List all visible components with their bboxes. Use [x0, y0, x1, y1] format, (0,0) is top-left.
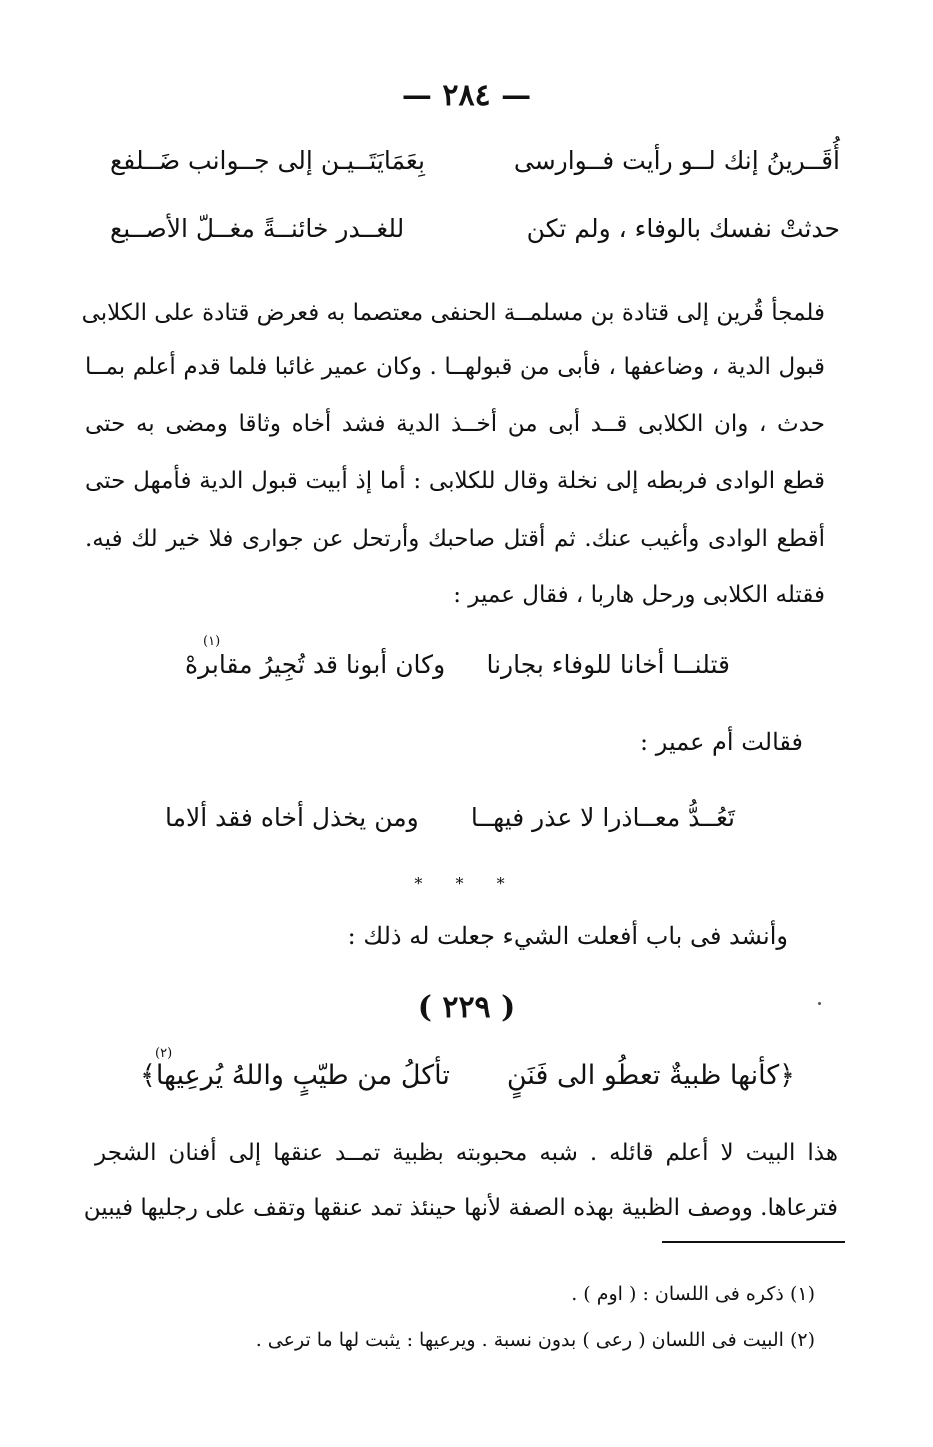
- verse-second-hemistich: تأكلُ من طيّبٍ واللهُ يُرعِيها﴾: [140, 1060, 450, 1091]
- verse-first-hemistich: أُقَــرينُ إنك لــو رأيت فــوارسى: [513, 146, 840, 175]
- verse-first-hemistich: حدثتْ نفسك بالوفاء ، ولم تكن: [526, 214, 840, 243]
- verse-first-hemistich: ﴿كأنها ظبيةٌ تعطُو الى فَنَنٍ: [506, 1060, 795, 1091]
- verse-second-hemistich: للغــدر خائنــةً مغــلّ الأصــبع: [110, 214, 405, 243]
- footnote-1: [571, 1283, 815, 1305]
- paragraph-line: فلمجأ قُرين إلى قتادة بن مسلمــة الحنفى معتصما به فعرض قتادة على الكلابى: [81, 300, 825, 326]
- footnote-2: [256, 1329, 815, 1351]
- footnote-marker: (٢): [155, 1046, 173, 1061]
- verse-line-2: [110, 214, 840, 254]
- paragraph-line: فقتله الكلابى ورحل هاربا ، فقال عمير :: [453, 582, 825, 608]
- verse-umm-umair: [165, 803, 735, 843]
- paragraph-line: حدث ، وان الكلابى قــد أبى من أخــذ الدية فشد أخاه وثاقا ومضى به حتى: [85, 411, 825, 437]
- verse-first-hemistich: تَعُــدُّ معــاذرا لا عذر فيهــا: [470, 803, 735, 832]
- footnote-number: (٢): [789, 1329, 815, 1351]
- page-number: — ٢٨٤ —: [401, 78, 532, 113]
- paragraph-line: قطع الوادى فربطه إلى نخلة وقال للكلابى : أما إذ أبيت قبول الدية فأمهل حتى: [85, 468, 825, 494]
- umm-umair-intro: فقالت أم عمير :: [640, 728, 803, 756]
- verse-second-hemistich: ومن يخذل أخاه فقد ألاما: [165, 803, 419, 832]
- verse-first-hemistich: قتلنــا أخانا للوفاء بجارنا: [486, 650, 730, 679]
- paragraph-line: قبول الدية ، وضاعفها ، فأبى من قبولهــا . وكان عمير غائبا فلما قدم أعلم بمــا: [85, 354, 825, 380]
- verse-line-1: [110, 146, 840, 186]
- footnote-marker: (١): [203, 634, 221, 649]
- speck: [818, 1002, 821, 1005]
- footnote-text: ذكره فى اللسان : ( اوم ) .: [571, 1283, 784, 1305]
- paragraph-line: أقطع الوادى وأغيب عنك. ثم أقتل صاحبك وأرتحل عن جوارى فلا خير لك فيه.: [85, 526, 825, 552]
- section-separator: * * *: [414, 874, 519, 893]
- verse-second-hemistich: وكان أبونا قد تُجِيرُ مقابرهْ: [185, 650, 446, 679]
- verse-second-hemistich: بِعَمَايَتَــيـن إلى جــوانب ضَــلفع: [110, 146, 425, 175]
- paragraph-line: هذا البيت لا أعلم قائله . شبه محبوبته بظبية تمــد عنقها إلى أفنان الشجر: [95, 1140, 838, 1166]
- verse-umair: [185, 634, 730, 690]
- footnote-rule: [662, 1241, 845, 1243]
- footnote-number: (١): [789, 1283, 815, 1305]
- footnote-text: البيت فى اللسان ( رعى ) بدون نسبة . ويرعيها : يثبت لها ما ترعى .: [255, 1329, 784, 1351]
- paragraph-line: فترعاها. ووصف الظبية بهذه الصفة لأنها حينئذ تمد عنقها وتقف على رجليها فيبين: [83, 1195, 838, 1221]
- main-verse: [140, 1046, 795, 1104]
- poem-number: ( ٢٢٩ ): [417, 990, 516, 1025]
- anshad-line: وأنشد فى باب أفعلت الشيء جعلت له ذلك :: [347, 922, 788, 950]
